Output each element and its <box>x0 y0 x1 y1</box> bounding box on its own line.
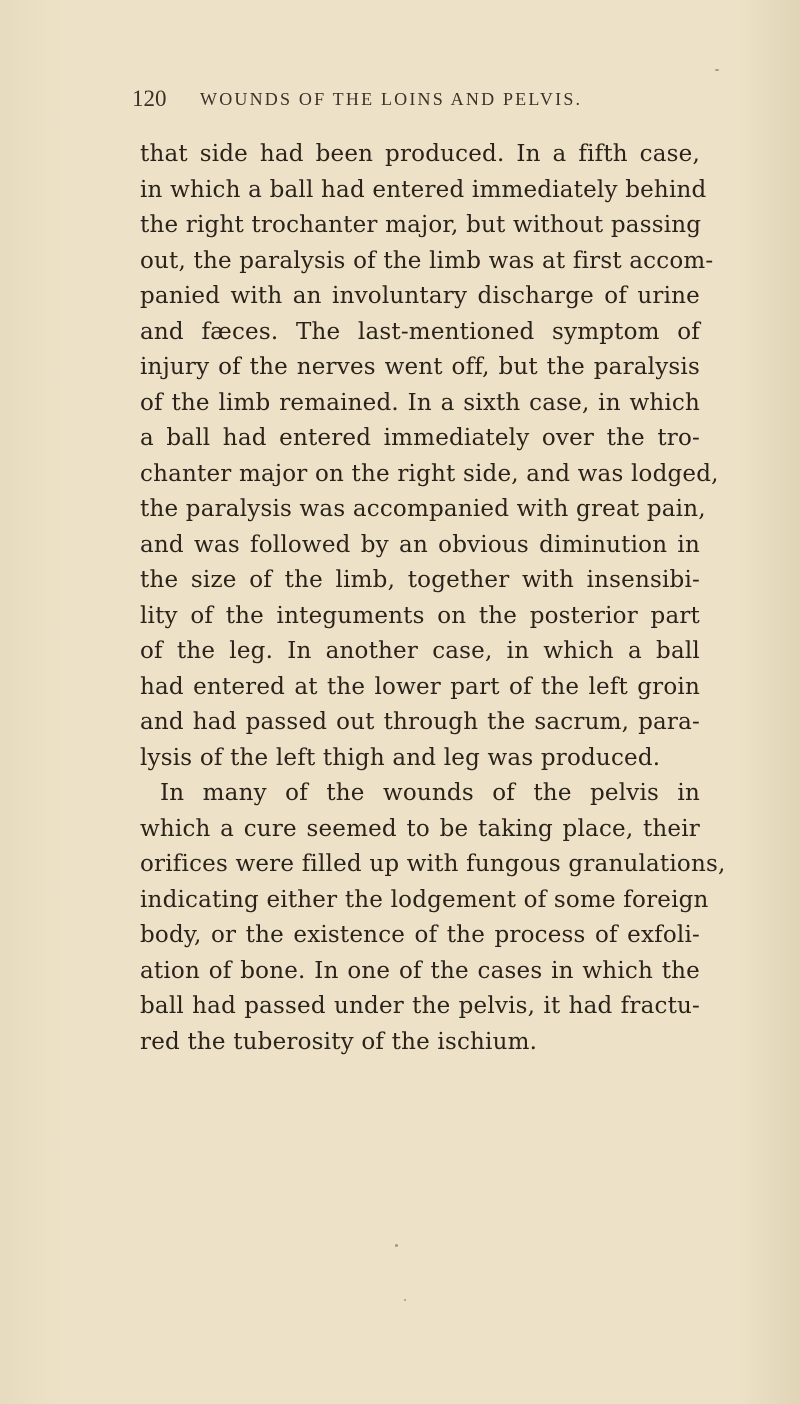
text-line: In many of the wounds of the pelvis in <box>160 780 700 806</box>
text-line: the size of the limb, together with insensibi- <box>140 567 700 593</box>
text-line: out, the paralysis of the limb was at first accom- <box>140 247 714 274</box>
text-line: ation of bone. In one of the cases in which the <box>140 957 700 984</box>
text-line: chanter major on the right side, and was lodged, <box>140 460 719 487</box>
text-line: had entered at the lower part of the left groin <box>140 673 700 700</box>
text-line: in which a ball had entered immediately behind <box>140 176 707 203</box>
text-line: red the tuberosity of the ischium. <box>140 1028 538 1055</box>
text-line: the right trochanter major, but without passing <box>140 212 702 238</box>
body-text <box>140 137 726 1060</box>
text-line: injury of the nerves went off, but the paralysis <box>140 354 700 380</box>
text-line: indicating either the lodgement of some foreign <box>140 886 709 913</box>
paper-speck <box>404 1299 406 1301</box>
page-number: 120 <box>132 86 167 111</box>
paper-speck <box>395 1244 398 1247</box>
text-line: that side had been produced. In a fifth case, <box>140 141 700 167</box>
text-line: and had passed out through the sacrum, para- <box>140 709 700 735</box>
text-line: which a cure seemed to be taking place, their <box>140 815 700 842</box>
text-line: lysis of the left thigh and leg was produced. <box>140 744 661 771</box>
text-line: a ball had entered immediately over the tro- <box>140 425 700 451</box>
text-line: of the limb remained. In a sixth case, in which <box>140 389 700 416</box>
text-line: orifices were filled up with fungous granulations, <box>140 851 726 877</box>
running-head <box>132 86 692 116</box>
text-line: ball had passed under the pelvis, it had fractu- <box>140 993 700 1019</box>
text-line: and fæces. The last-mentioned symptom of <box>140 318 700 345</box>
text-line: lity of the integuments on the posterior part <box>140 602 700 629</box>
text-line: of the leg. In another case, in which a ball <box>140 638 700 664</box>
text-line: the paralysis was accompanied with great pain, <box>140 496 706 522</box>
paper-speck <box>715 69 719 71</box>
text-line: panied with an involuntary discharge of urine <box>140 283 700 309</box>
text-line: and was followed by an obvious diminution in <box>140 531 700 558</box>
running-title: WOUNDS OF THE LOINS AND PELVIS. <box>200 89 583 109</box>
text-line: body, or the existence of the process of exfoli- <box>140 922 700 948</box>
